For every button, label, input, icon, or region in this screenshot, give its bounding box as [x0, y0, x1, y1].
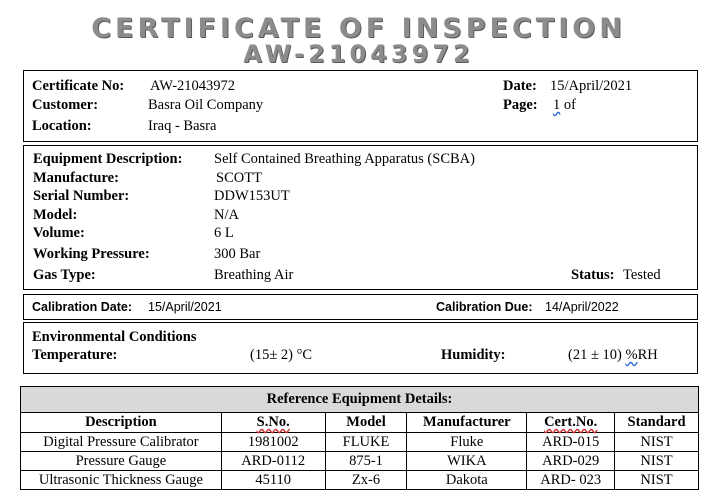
status-value: Tested [623, 267, 661, 283]
equipment-description-value: Self Contained Breathing Apparatus (SCBA) [214, 151, 475, 167]
humidity-percent: % [625, 347, 638, 363]
gas-type-value: Breathing Air [214, 267, 294, 283]
table-row [21, 471, 699, 490]
customer-label: Customer: [32, 97, 99, 113]
temperature-label: Temperature: [32, 347, 118, 363]
serial-number-label: Serial Number: [33, 188, 130, 204]
volume-label: Volume: [33, 225, 85, 241]
column-header: S.No. [221, 413, 325, 433]
column-header: Description [21, 413, 222, 433]
table-cell: ARD- 023 [527, 471, 615, 490]
table-cell: WIKA [407, 452, 527, 471]
table-cell: 875-1 [325, 452, 407, 471]
reference-equipment-table [20, 386, 699, 490]
date-value: 15/April/2021 [550, 78, 633, 94]
model-label: Model: [33, 207, 78, 223]
table-cell: Dakota [407, 471, 527, 490]
model-value: N/A [214, 207, 239, 223]
location-value: Iraq - Basra [148, 118, 217, 134]
date-label: Date: [503, 78, 537, 94]
table-caption-row [21, 387, 699, 413]
working-pressure-value: 300 Bar [214, 246, 261, 262]
page-label: Page: [503, 97, 538, 113]
serial-number-value: DDW153UT [214, 188, 290, 204]
column-header: Standard [615, 413, 699, 433]
calibration-due-value: 14/April/2022 [545, 300, 619, 314]
temperature-value: (15± 2) °C [250, 347, 313, 363]
certificate-number-title: AW-21043972 [243, 40, 474, 68]
table-cell: Digital Pressure Calibrator [21, 433, 222, 452]
calibration-due-label: Calibration Due: [436, 300, 533, 314]
table-cell: NIST [615, 452, 699, 471]
table-row [21, 433, 699, 452]
column-header: Manufacturer [407, 413, 527, 433]
table-cell: FLUKE [325, 433, 407, 452]
calibration-date-label: Calibration Date: [32, 300, 133, 314]
calibration-date-value: 15/April/2021 [148, 300, 222, 314]
page-number [553, 98, 576, 113]
humidity-value [568, 348, 658, 363]
customer-value: Basra Oil Company [148, 97, 264, 113]
table-cell: Pressure Gauge [21, 452, 222, 471]
location-label: Location: [32, 118, 92, 134]
page-suffix: of [563, 97, 576, 113]
equipment-description-label: Equipment Description: [33, 151, 183, 167]
table-header-row [21, 413, 699, 433]
table-row [21, 452, 699, 471]
gas-type-label: Gas Type: [33, 267, 96, 283]
humidity-range: (21 ± 10) [568, 347, 622, 363]
certificate-title: CERTIFICATE OF INSPECTION [91, 13, 626, 44]
cert-no-value: AW-21043972 [150, 78, 236, 94]
table-cell: 45110 [221, 471, 325, 490]
manufacture-value: SCOTT [216, 170, 262, 186]
table-cell: ARD-029 [527, 452, 615, 471]
table-cell: NIST [615, 471, 699, 490]
table-cell: Fluke [407, 433, 527, 452]
table-caption: Reference Equipment Details: [21, 387, 699, 413]
table-cell: NIST [615, 433, 699, 452]
humidity-label: Humidity: [441, 347, 506, 363]
table-cell: 1981002 [221, 433, 325, 452]
page-number-value: 1 [553, 97, 561, 113]
humidity-unit: RH [637, 347, 658, 363]
column-header: Cert.No. [527, 413, 615, 433]
volume-value: 6 L [214, 225, 234, 241]
cert-no-label: Certificate No: [32, 78, 125, 94]
working-pressure-label: Working Pressure: [33, 246, 150, 262]
manufacture-label: Manufacture: [33, 170, 119, 186]
table-cell: Ultrasonic Thickness Gauge [21, 471, 222, 490]
status-label: Status: [571, 267, 615, 283]
table-cell: ARD-015 [527, 433, 615, 452]
table-cell: ARD-0112 [221, 452, 325, 471]
environment-heading: Environmental Conditions [32, 329, 197, 345]
column-header: Model [325, 413, 407, 433]
table-cell: Zx-6 [325, 471, 407, 490]
